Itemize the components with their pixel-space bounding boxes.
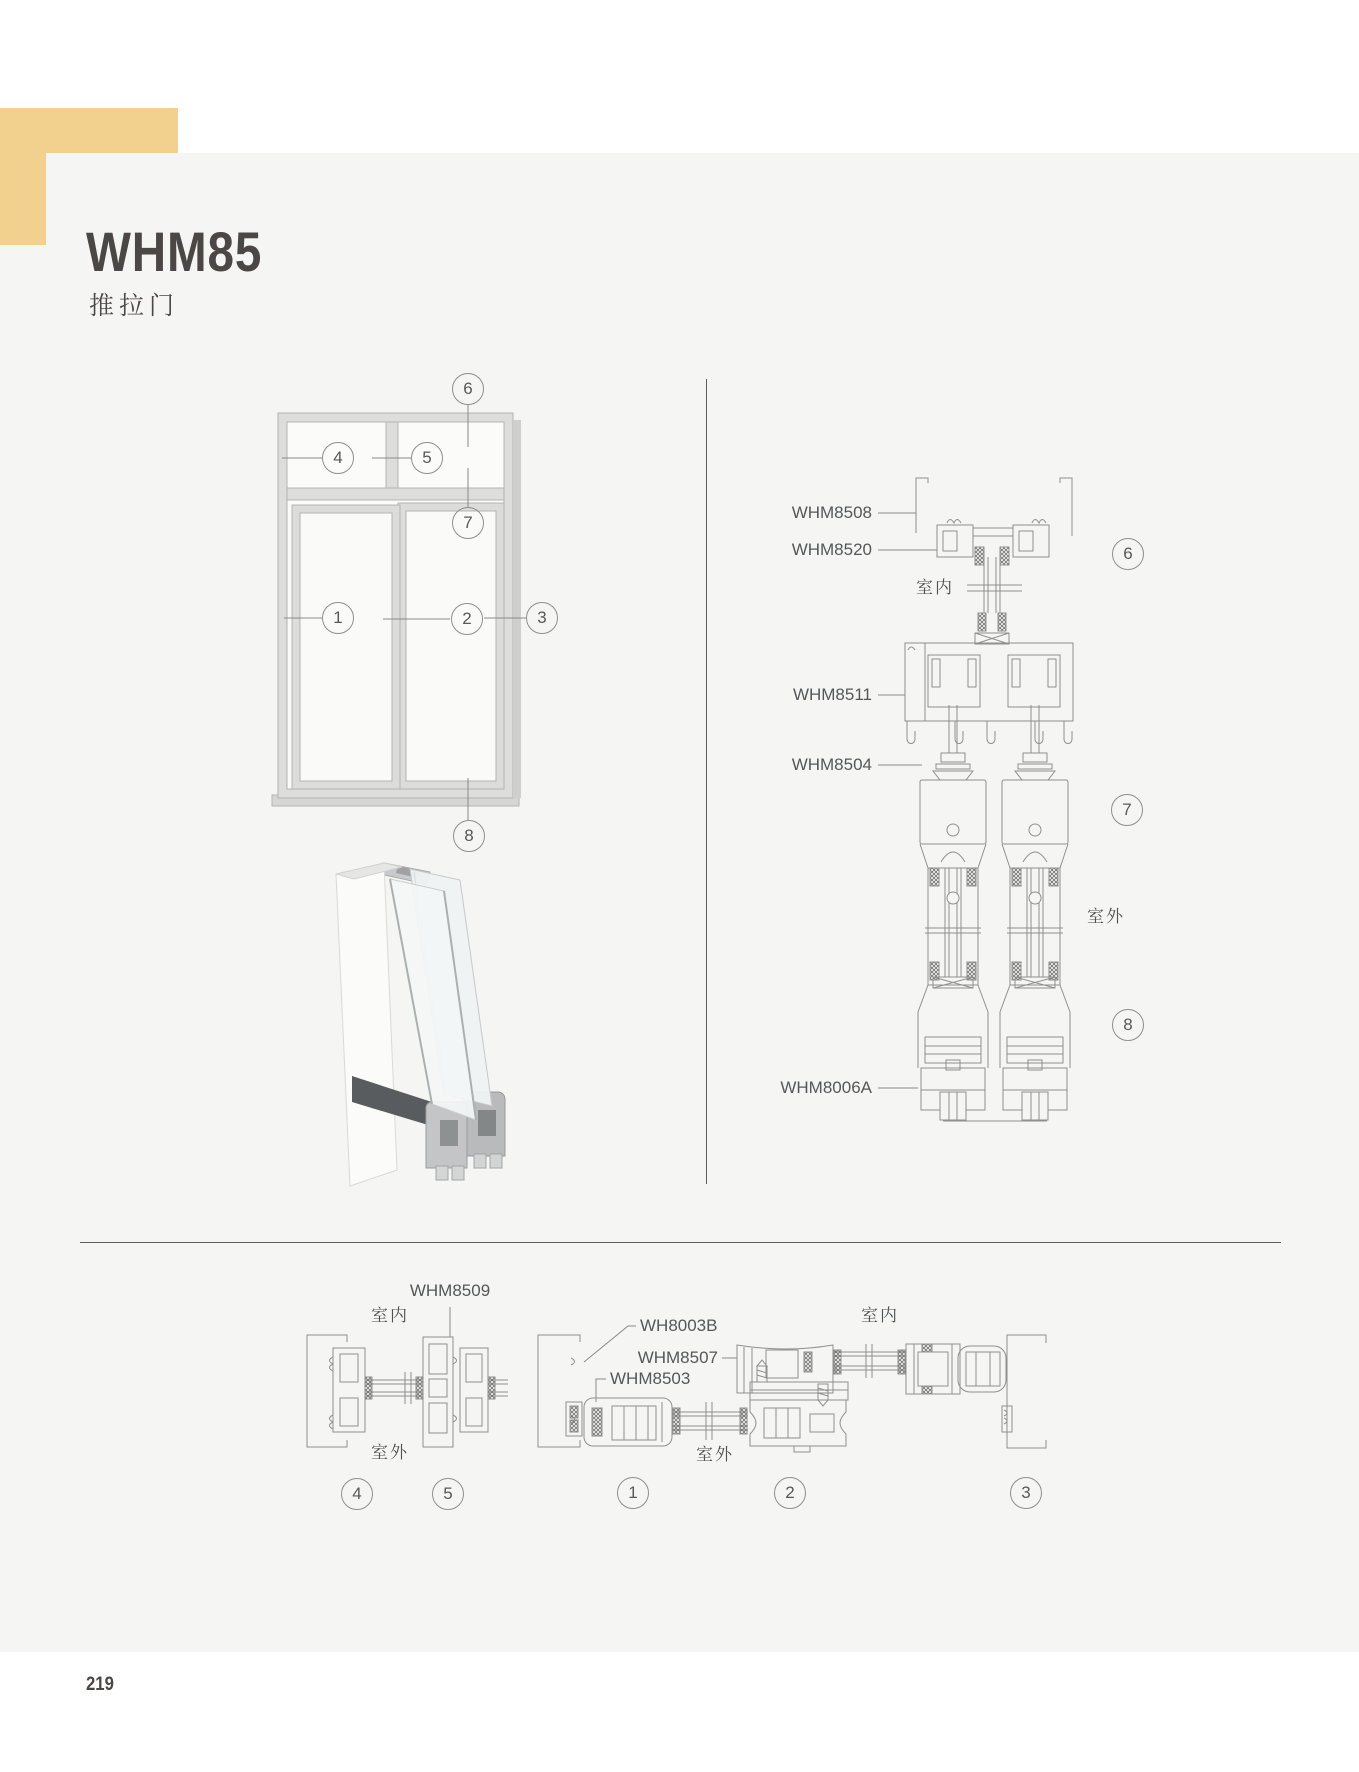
profile-label-whm8504: WHM8504 bbox=[791, 755, 872, 774]
callout-6: 6 bbox=[452, 373, 484, 405]
page-subtitle: 推拉门 bbox=[89, 292, 180, 320]
callout-1: 1 bbox=[322, 602, 354, 634]
callout-7: 7 bbox=[452, 507, 484, 539]
profile-label-whm8507: WHM8507 bbox=[637, 1348, 718, 1367]
callout-3: 3 bbox=[526, 602, 558, 634]
profile-label-whm8503: WHM8503 bbox=[610, 1369, 691, 1388]
profile-3d-render bbox=[320, 850, 520, 1200]
outdoor-label-vertical: 室外 bbox=[1087, 907, 1125, 926]
page-number: 219 bbox=[86, 1674, 114, 1695]
elevation-diagram bbox=[260, 370, 560, 850]
outdoor-label-left: 室外 bbox=[371, 1443, 409, 1462]
section-divider-horizontal bbox=[80, 1242, 1281, 1243]
page-title: WHM85 bbox=[86, 220, 263, 283]
indoor-label-right: 室内 bbox=[861, 1306, 899, 1325]
callout-section-7: 7 bbox=[1111, 794, 1143, 826]
callout-4: 4 bbox=[322, 442, 354, 474]
callout-section-4: 4 bbox=[341, 1478, 373, 1510]
callout-5: 5 bbox=[411, 442, 443, 474]
callout-section-8: 8 bbox=[1112, 1009, 1144, 1041]
profile-label-whm8508: WHM8508 bbox=[791, 503, 872, 522]
indoor-label-left: 室内 bbox=[371, 1306, 409, 1325]
section-divider-vertical bbox=[706, 379, 707, 1184]
callout-section-5: 5 bbox=[432, 1478, 464, 1510]
accent-corner-horizontal bbox=[0, 108, 178, 153]
callout-section-1: 1 bbox=[617, 1477, 649, 1509]
profile-label-wh8003b: WH8003B bbox=[640, 1316, 718, 1335]
callout-section-3: 3 bbox=[1010, 1477, 1042, 1509]
callout-section-2: 2 bbox=[774, 1477, 806, 1509]
profile-label-whm8006a: WHM8006A bbox=[780, 1078, 872, 1097]
profile-label-whm8509: WHM8509 bbox=[409, 1281, 491, 1300]
outdoor-label-right: 室外 bbox=[696, 1445, 734, 1464]
callout-2: 2 bbox=[451, 603, 483, 635]
vertical-section-diagram bbox=[770, 465, 1082, 1165]
accent-corner-vertical bbox=[0, 153, 46, 245]
callout-8: 8 bbox=[453, 820, 485, 852]
indoor-label-vertical: 室内 bbox=[916, 578, 954, 597]
profile-label-whm8511: WHM8511 bbox=[792, 685, 872, 704]
horizontal-section-right-diagram bbox=[530, 1310, 1055, 1460]
callout-section-6: 6 bbox=[1112, 538, 1144, 570]
profile-label-whm8520: WHM8520 bbox=[791, 540, 872, 559]
